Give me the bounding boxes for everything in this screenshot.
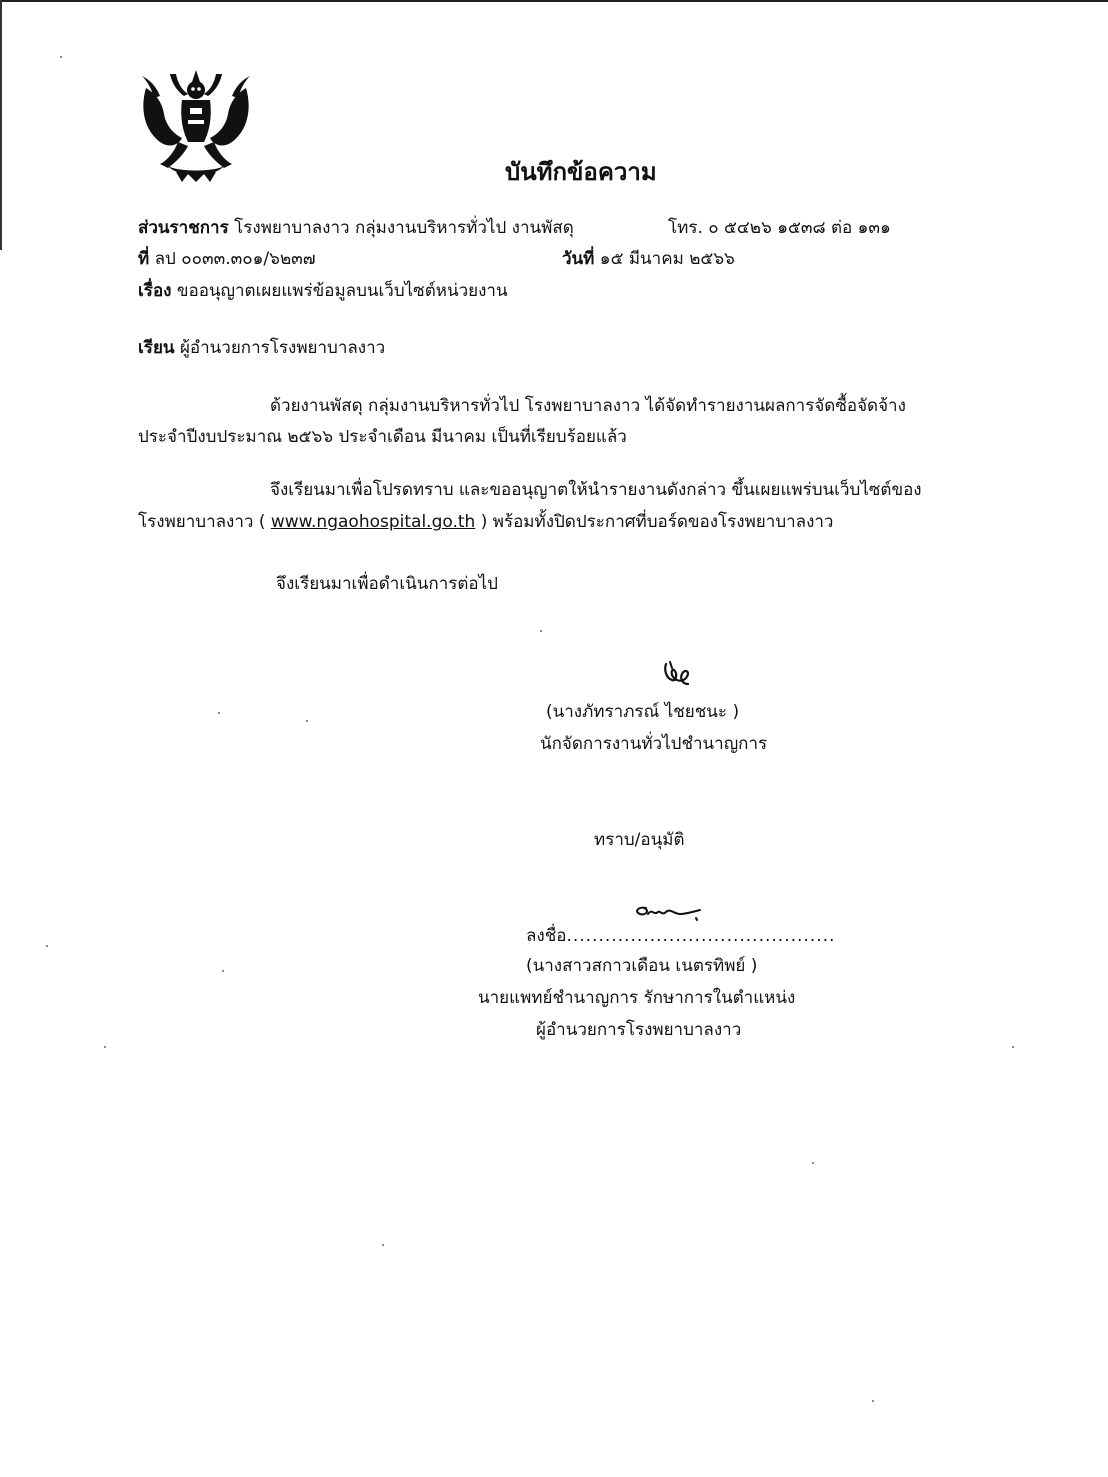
scan-speck (872, 1400, 874, 1402)
scan-speck (540, 630, 542, 632)
memo-title: บันทึกข้อความ (505, 158, 657, 186)
approval-text: ทราบ/อนุมัติ (594, 830, 685, 850)
recipient-value: ผู้อำนวยการโรงพยาบาลงาว (179, 338, 386, 358)
approval-sign-line (526, 924, 835, 948)
body-paragraph-2-suffix: ) พร้อมทั้งปิดประกาศที่บอร์ดของโรงพยาบาลงาว (480, 512, 834, 532)
signature-1-mark (660, 660, 694, 690)
body-paragraph-2-line-1: จึงเรียนมาเพื่อโปรดทราบ และขออนุญาตให้นำรายงานดังกล่าว ขึ้นเผยแพร่บนเว็บไซต์ของ (270, 480, 922, 500)
agency-line (138, 216, 574, 240)
date-label: วันที่ (562, 249, 595, 269)
scan-speck (382, 1244, 384, 1246)
signer-1-position: นักจัดการงานทั่วไปชำนาญการ (540, 734, 768, 754)
scan-edge-left (0, 0, 2, 250)
signer-1-name: (นางภัทราภรณ์ ไชยชนะ ) (546, 702, 740, 722)
scan-speck (1012, 1046, 1014, 1048)
reference-line (138, 247, 316, 271)
subject-line (138, 279, 508, 303)
scan-speck (222, 970, 224, 972)
scan-speck (812, 1162, 814, 1164)
body-paragraph-2-line-2 (138, 510, 833, 534)
body-paragraph-1-line-1: ด้วยงานพัสดุ กลุ่มงานบริหารทั่วไป โรงพยาบาลงาว ได้จัดทำรายงานผลการจัดซื้อจัดจ้าง (270, 396, 906, 416)
approver-name: (นางสาวสกาวเดือน เนตรทิพย์ ) (526, 956, 758, 976)
body-paragraph-1-line-2: ประจำปีงบประมาณ ๒๕๖๖ ประจำเดือน มีนาคม เป็นที่เรียบร้อยแล้ว (138, 427, 627, 447)
scan-speck (60, 56, 62, 58)
body-paragraph-3: จึงเรียนมาเพื่อดำเนินการต่อไป (276, 574, 498, 594)
scan-speck (218, 712, 220, 714)
date-value: ๑๕ มีนาคม ๒๕๖๖ (599, 249, 735, 269)
scan-speck (104, 1046, 106, 1048)
body-paragraph-2-prefix: โรงพยาบาลงาว ( (138, 512, 266, 532)
approver-position-line-1: นายแพทย์ชำนาญการ รักษาการในตำแหน่ง (478, 988, 796, 1008)
agency-value: โรงพยาบาลงาว กลุ่มงานบริหารทั่วไป งานพัสดุ (234, 218, 574, 238)
reference-label: ที่ (138, 249, 150, 269)
approval-sign-label: ลงชื่อ (526, 926, 567, 946)
scan-speck (46, 945, 48, 947)
subject-value: ขออนุญาตเผยแพร่ข้อมูลบนเว็บไซต์หน่วยงาน (176, 281, 508, 301)
phone-text: โทร. ๐ ๕๔๒๖ ๑๕๓๘ ต่อ ๑๓๑ (668, 218, 891, 238)
agency-label: ส่วนราชการ (138, 218, 229, 238)
reference-value: ลป ๐๐๓๓.๓๐๑/๖๒๓๗ (154, 249, 316, 269)
approval-sign-dots: .......................................... (566, 926, 836, 946)
recipient-label: เรียน (138, 338, 175, 358)
hospital-website-link[interactable]: www.ngaohospital.go.th (270, 512, 476, 532)
recipient-line (138, 336, 385, 360)
garuda-emblem-icon (138, 68, 254, 184)
date-line (562, 247, 735, 271)
approver-position-line-2: ผู้อำนวยการโรงพยาบาลงาว (536, 1020, 742, 1040)
scan-edge-top (0, 0, 1108, 2)
scan-speck (306, 720, 308, 722)
subject-label: เรื่อง (138, 281, 172, 301)
